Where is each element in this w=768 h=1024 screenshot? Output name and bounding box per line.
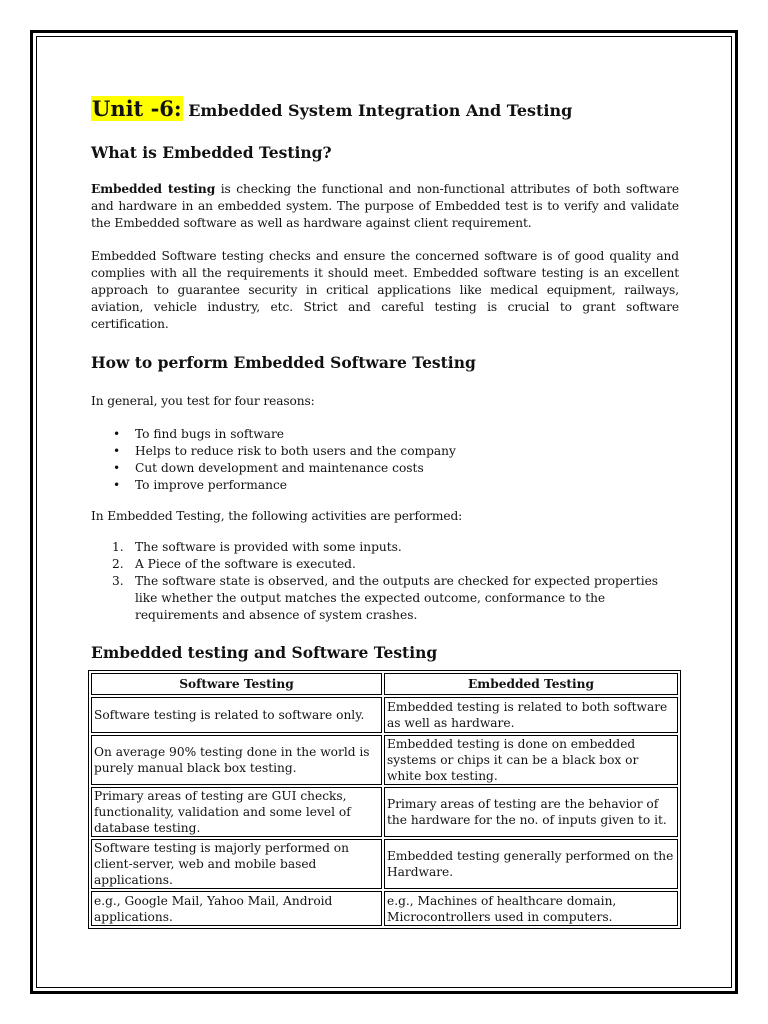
heading-comparison: Embedded testing and Software Testing — [91, 643, 438, 662]
unit-title-text: Embedded System Integration And Testing — [182, 101, 573, 120]
step-number: 1. — [112, 540, 124, 554]
step-number: 2. — [112, 557, 124, 571]
heading-what-is-embedded-testing: What is Embedded Testing? — [91, 143, 332, 162]
list-item: • Cut down development and maintenance costs — [135, 460, 679, 477]
table-cell: Software testing is majorly performed on client-server, web and mobile based applications. — [91, 839, 382, 889]
list-item — [112, 573, 679, 624]
table-cell: Embedded testing generally performed on the Hardware. — [384, 839, 678, 889]
paragraph-activities: In Embedded Testing, the following activities are performed: — [91, 509, 463, 523]
paragraph-quality: Embedded Software testing checks and ensure the concerned software is of good quality and complies with all the requirements it should meet. Embedded software testing is an excellent approach to guarantee security in critical applications like medical equipment, railways, aviation, vehicle industry, etc. Strict and careful testing is crucial to grant software certification. — [91, 249, 679, 331]
paragraph-four-reasons: In general, you test for four reasons: — [91, 394, 315, 408]
heading-how-to-perform: How to perform Embedded Software Testing — [91, 353, 476, 372]
list-item — [112, 539, 679, 556]
header-embedded-testing: Embedded Testing — [384, 673, 678, 695]
definition-text: is checking the functional and non-functional attributes of both software and hardware in an embedded system. The purpose of Embedded test is to verify and validate the Embedded software as well as hardware against client requirement. — [91, 182, 679, 230]
unit-label: Unit -6: — [92, 96, 182, 121]
reasons-list — [91, 426, 679, 494]
table-cell: Primary areas of testing are the behavior of the hardware for the no. of inputs given to it. — [384, 787, 678, 837]
step-text: A Piece of the software is executed. — [135, 557, 356, 571]
document-body — [91, 94, 679, 665]
term-embedded-testing: Embedded testing — [91, 182, 216, 196]
table-header-row — [91, 673, 678, 695]
list-item: • To find bugs in software — [135, 426, 679, 443]
step-number: 3. — [112, 574, 124, 588]
paragraph-definition — [91, 181, 679, 232]
list-item: • Helps to reduce risk to both users and the company — [135, 443, 679, 460]
table-row — [91, 787, 678, 837]
table-row — [91, 891, 678, 926]
table-cell: Primary areas of testing are GUI checks, functionality, validation and some level of database testing. — [91, 787, 382, 837]
step-text: The software state is observed, and the outputs are checked for expected properties like whether the output matches the expected outcome, conformance to the requirements and absence of system crashes. — [135, 574, 659, 622]
table-cell: Embedded testing is related to both software as well as hardware. — [384, 697, 678, 733]
table-cell: On average 90% testing done in the world is purely manual black box testing. — [91, 735, 382, 785]
list-item — [112, 556, 679, 573]
unit-title — [91, 94, 679, 126]
step-text: The software is provided with some inputs. — [135, 540, 402, 554]
table-row — [91, 839, 678, 889]
header-software-testing: Software Testing — [91, 673, 382, 695]
table-cell: Embedded testing is done on embedded systems or chips it can be a black box or white box testing. — [384, 735, 678, 785]
list-item: • To improve performance — [135, 477, 679, 494]
activities-list — [91, 539, 679, 624]
comparison-table — [88, 670, 681, 929]
table-row — [91, 697, 678, 733]
table-cell: e.g., Google Mail, Yahoo Mail, Android applications. — [91, 891, 382, 926]
table-row — [91, 735, 678, 785]
table-cell: e.g., Machines of healthcare domain, Microcontrollers used in computers. — [384, 891, 678, 926]
table-cell: Software testing is related to software only. — [91, 697, 382, 733]
